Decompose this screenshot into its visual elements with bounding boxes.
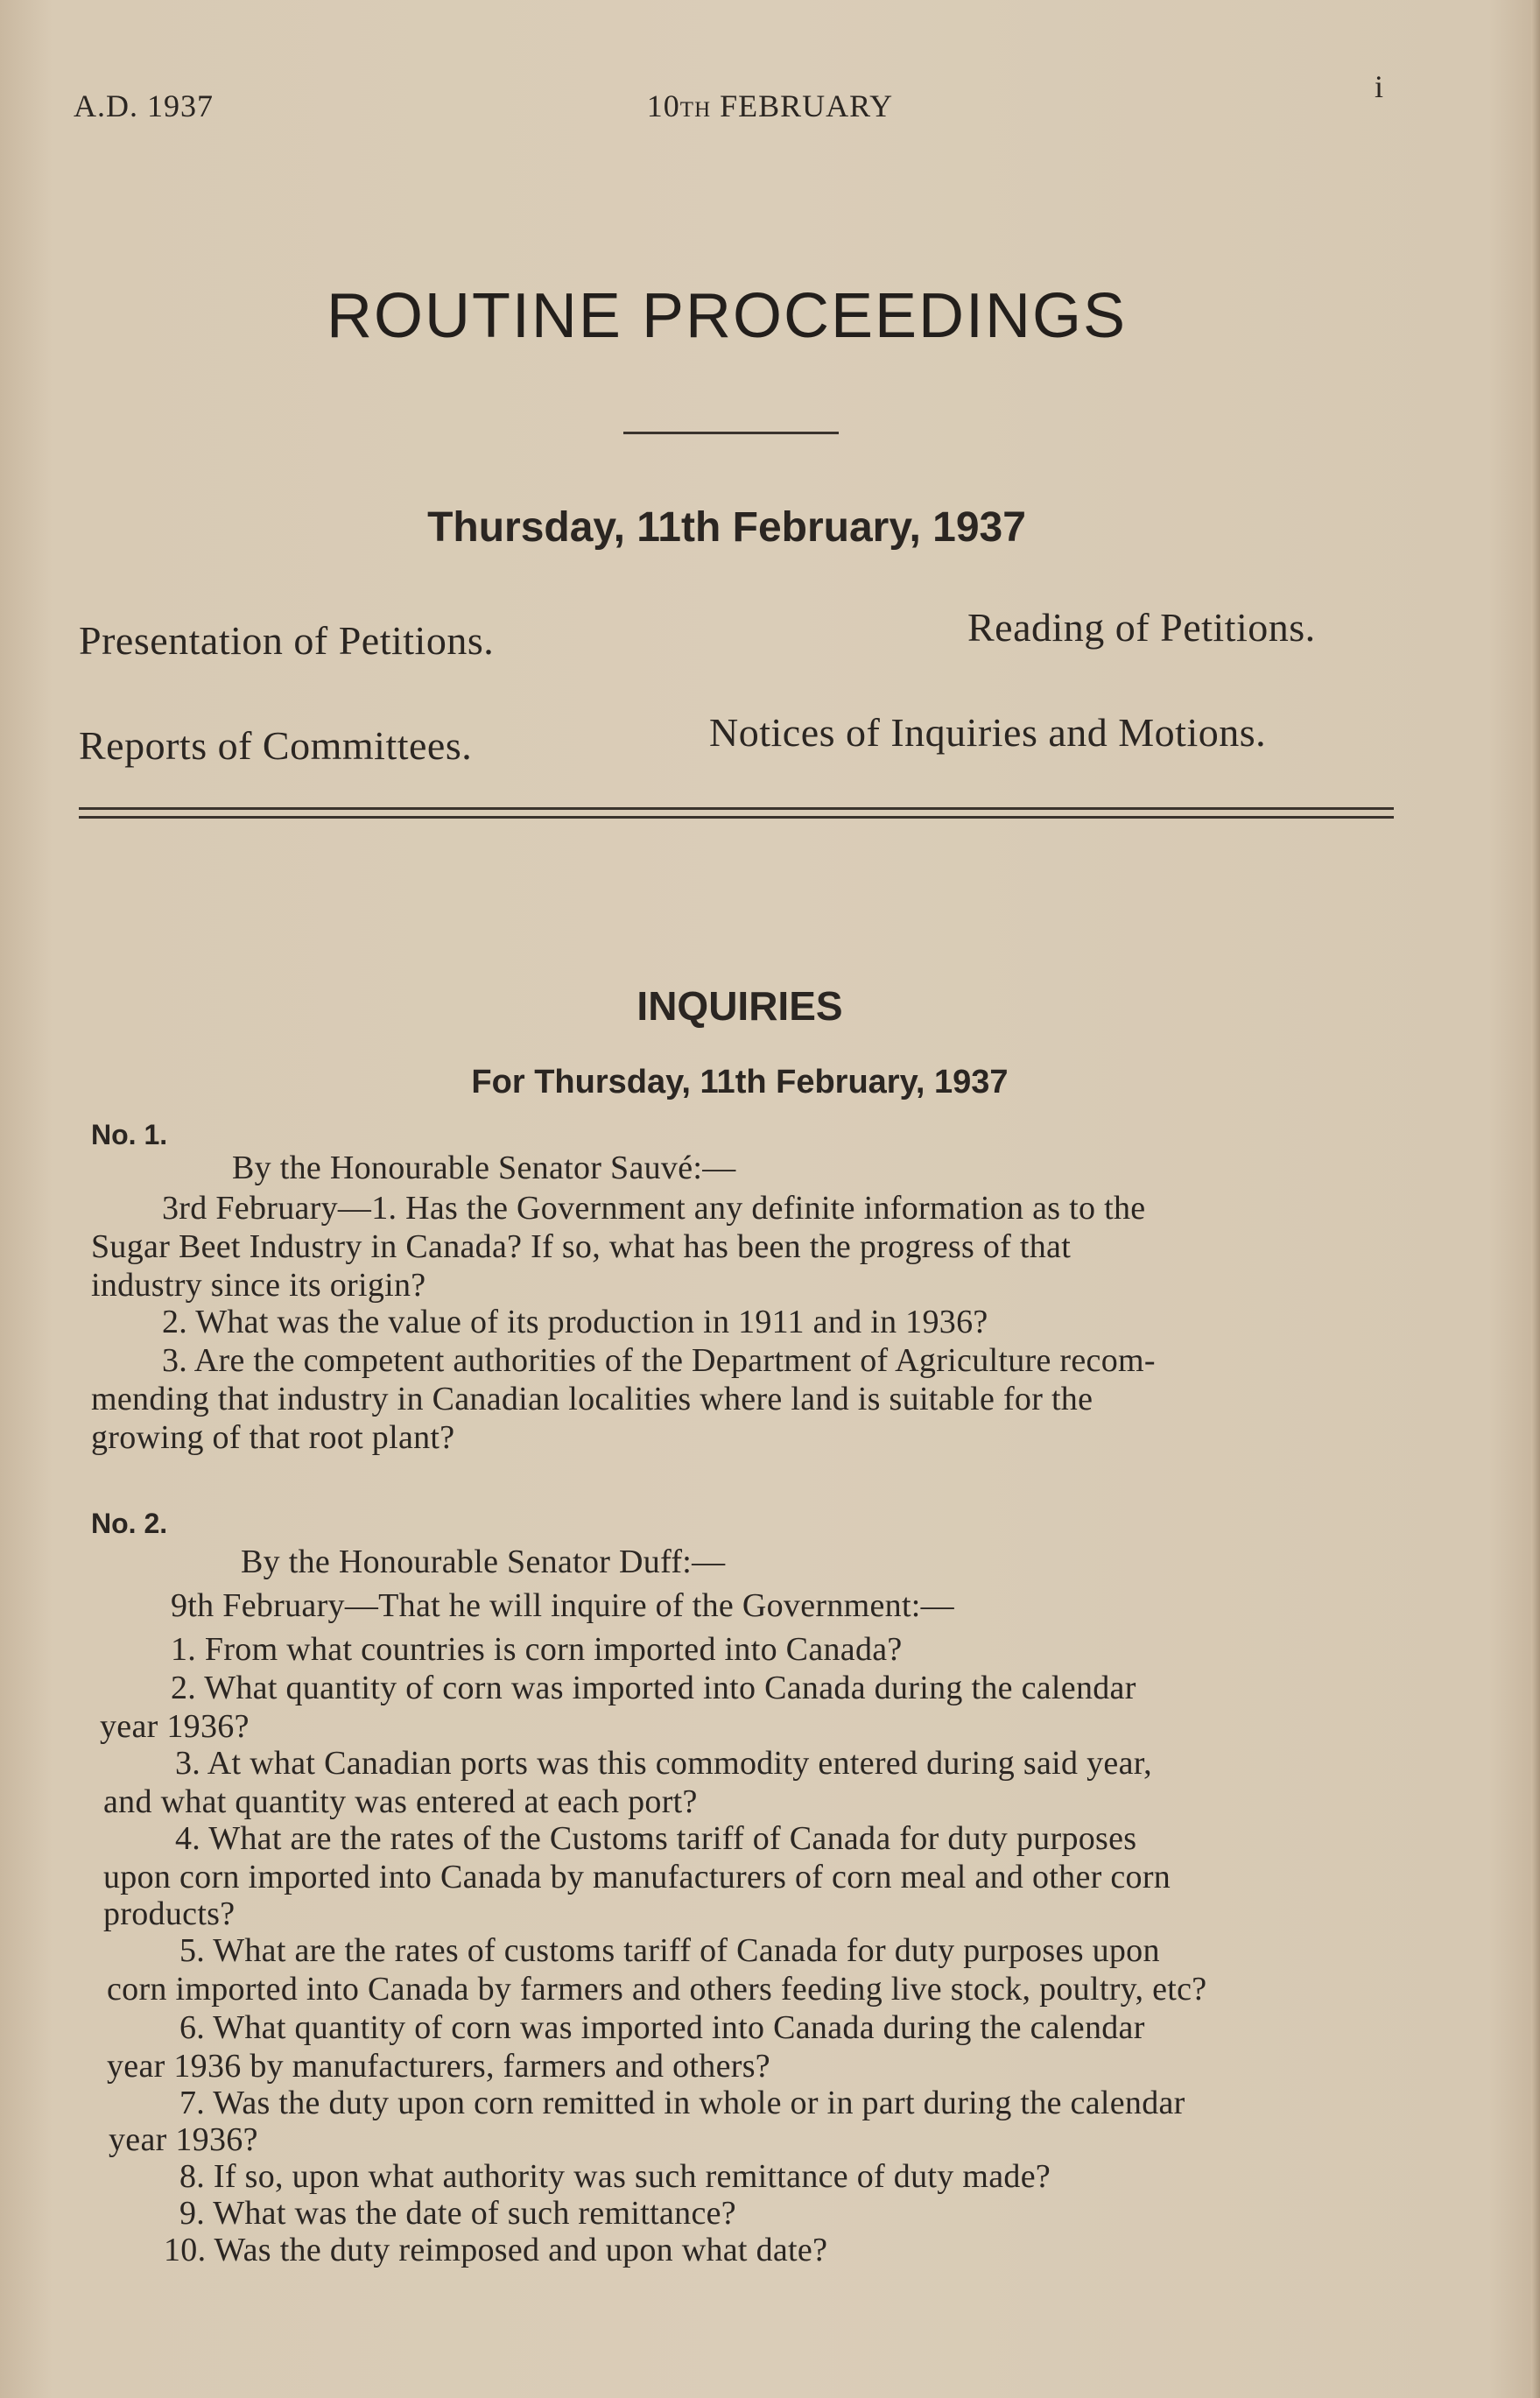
- inquiry-line: 4. What are the rates of the Customs tariff of Canada for duty purposes: [175, 1820, 1137, 1857]
- inquiry-line: By the Honourable Senator Duff:—: [241, 1544, 726, 1580]
- inquiry-line: and what quantity was entered at each port?: [103, 1783, 698, 1820]
- page-edge: [1531, 0, 1540, 2398]
- page-number: i: [1374, 69, 1384, 104]
- inquiry-line: 2. What quantity of corn was imported into Canada during the calendar: [171, 1670, 1136, 1706]
- inquiry-line: year 1936?: [100, 1708, 250, 1745]
- header-date: 10th FEBRUARY: [646, 88, 894, 123]
- section-divider-bottom: [79, 816, 1394, 819]
- inquiries-subheading: For Thursday, 11th February, 1937: [471, 1064, 1009, 1101]
- title-divider: [623, 432, 839, 434]
- inquiry-number: No. 2.: [91, 1508, 168, 1539]
- header-year: A.D. 1937: [74, 88, 214, 123]
- inquiry-line: 10. Was the duty reimposed and upon what date?: [164, 2232, 828, 2268]
- inquiry-line: growing of that root plant?: [91, 1419, 455, 1456]
- inquiry-line: industry since its origin?: [91, 1267, 426, 1304]
- inquiry-line: year 1936 by manufacturers, farmers and others?: [107, 2048, 770, 2085]
- section-divider-top: [79, 807, 1394, 810]
- inquiries-heading: INQUIRIES: [636, 983, 843, 1029]
- page-title: ROUTINE PROCEEDINGS: [326, 281, 1128, 351]
- inquiry-line: 2. What was the value of its production in 1911 and in 1936?: [162, 1304, 988, 1340]
- inquiry-line: corn imported into Canada by farmers and others feeding live stock, poultry, etc?: [107, 1971, 1207, 2008]
- order-item-reading: Reading of Petitions.: [967, 605, 1316, 650]
- order-item-presentation: Presentation of Petitions.: [79, 618, 495, 663]
- inquiry-line: Sugar Beet Industry in Canada? If so, what has been the progress of that: [91, 1228, 1072, 1265]
- sitting-date: Thursday, 11th February, 1937: [427, 504, 1026, 551]
- inquiry-line: mending that industry in Canadian localities where land is suitable for the: [91, 1381, 1093, 1417]
- inquiry-line: 5. What are the rates of customs tariff of Canada for duty purposes upon: [179, 1932, 1160, 1969]
- order-item-reports: Reports of Committees.: [79, 723, 473, 768]
- inquiry-line: 9. What was the date of such remittance?: [179, 2195, 736, 2232]
- inquiry-line: 8. If so, upon what authority was such remittance of duty made?: [179, 2158, 1051, 2195]
- inquiry-line: 6. What quantity of corn was imported into Canada during the calendar: [179, 2009, 1145, 2046]
- inquiry-line: 3. Are the competent authorities of the Department of Agriculture recom-: [162, 1342, 1156, 1379]
- inquiry-number: No. 1.: [91, 1119, 168, 1150]
- inquiry-line: 7. Was the duty upon corn remitted in whole or in part during the calendar: [179, 2085, 1185, 2121]
- inquiry-line: 9th February—That he will inquire of the Government:—: [171, 1587, 954, 1624]
- inquiry-line: 1. From what countries is corn imported into Canada?: [171, 1631, 903, 1668]
- inquiry-line: 3. At what Canadian ports was this commodity entered during said year,: [175, 1745, 1152, 1782]
- inquiry-line: products?: [103, 1895, 236, 1932]
- inquiry-line: 3rd February—1. Has the Government any definite information as to the: [162, 1190, 1146, 1227]
- inquiry-line: By the Honourable Senator Sauvé:—: [232, 1150, 736, 1186]
- inquiry-line: upon corn imported into Canada by manufacturers of corn meal and other corn: [103, 1859, 1171, 1895]
- inquiry-line: year 1936?: [109, 2121, 258, 2158]
- order-item-notices: Notices of Inquiries and Motions.: [709, 710, 1267, 755]
